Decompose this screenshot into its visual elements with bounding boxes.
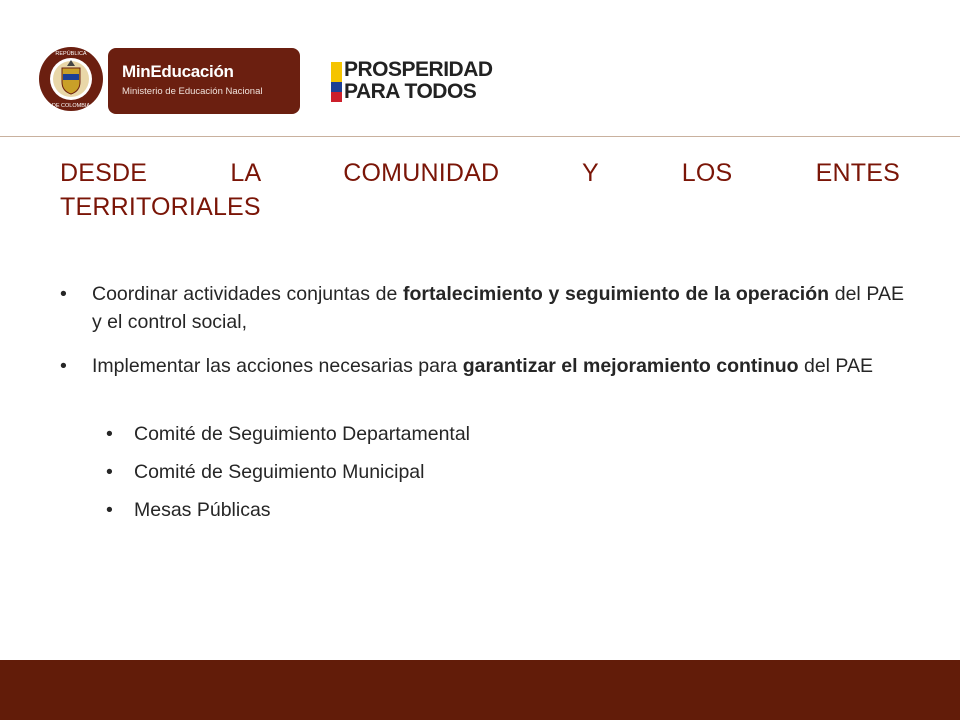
bullet-bold-text: fortalecimiento y seguimiento de la operación <box>403 283 830 305</box>
sub-bullet-item <box>106 496 834 524</box>
sub-bullet-text: Comité de Seguimiento Departamental <box>134 423 471 445</box>
mineducacion-title: MinEducación <box>122 62 234 81</box>
sub-bullet-text: Comité de Seguimiento Municipal <box>134 461 425 483</box>
sub-bullet-text: Mesas Públicas <box>134 499 271 521</box>
title-line-1: DESDE LA COMUNIDAD Y LOS ENTES <box>60 159 900 187</box>
bullet-icon: • <box>106 499 113 521</box>
colombia-flag-icon <box>331 62 342 102</box>
bullet-icon: • <box>60 355 67 377</box>
bullet-icon: • <box>60 283 67 305</box>
seal-top-text: REPÚBLICA <box>55 51 87 57</box>
bullet-item-implementar <box>60 352 904 380</box>
bullet-text: Implementar las acciones necesarias para <box>92 355 463 377</box>
slide-title <box>60 156 900 224</box>
seal-bottom-text: DE COLOMBIA <box>51 103 91 109</box>
mineducacion-subtitle: Ministerio de Educación Nacional <box>122 86 263 97</box>
bullet-text: Coordinar actividades conjuntas de <box>92 283 404 305</box>
header-divider <box>0 136 960 137</box>
mineducacion-logo <box>108 48 300 114</box>
prosperidad-line1: PROSPERIDAD <box>344 58 493 81</box>
prosperidad-logo <box>344 59 493 103</box>
title-line-2: TERRITORIALES <box>60 193 261 221</box>
bullet-item-coordinar <box>60 280 904 336</box>
sub-bullet-item <box>106 458 834 486</box>
prosperidad-line2: PARA TODOS <box>344 80 477 103</box>
footer-bar <box>0 660 960 720</box>
bullet-text: del PAE y el control social, <box>92 283 904 333</box>
bullet-icon: • <box>106 461 113 483</box>
bullet-bold-text: garantizar el mejoramiento continuo <box>462 355 799 377</box>
bullet-text: del PAE <box>798 355 874 377</box>
colombia-seal-logo <box>38 46 104 112</box>
sub-bullet-item <box>106 420 834 448</box>
bullet-icon: • <box>106 423 113 445</box>
